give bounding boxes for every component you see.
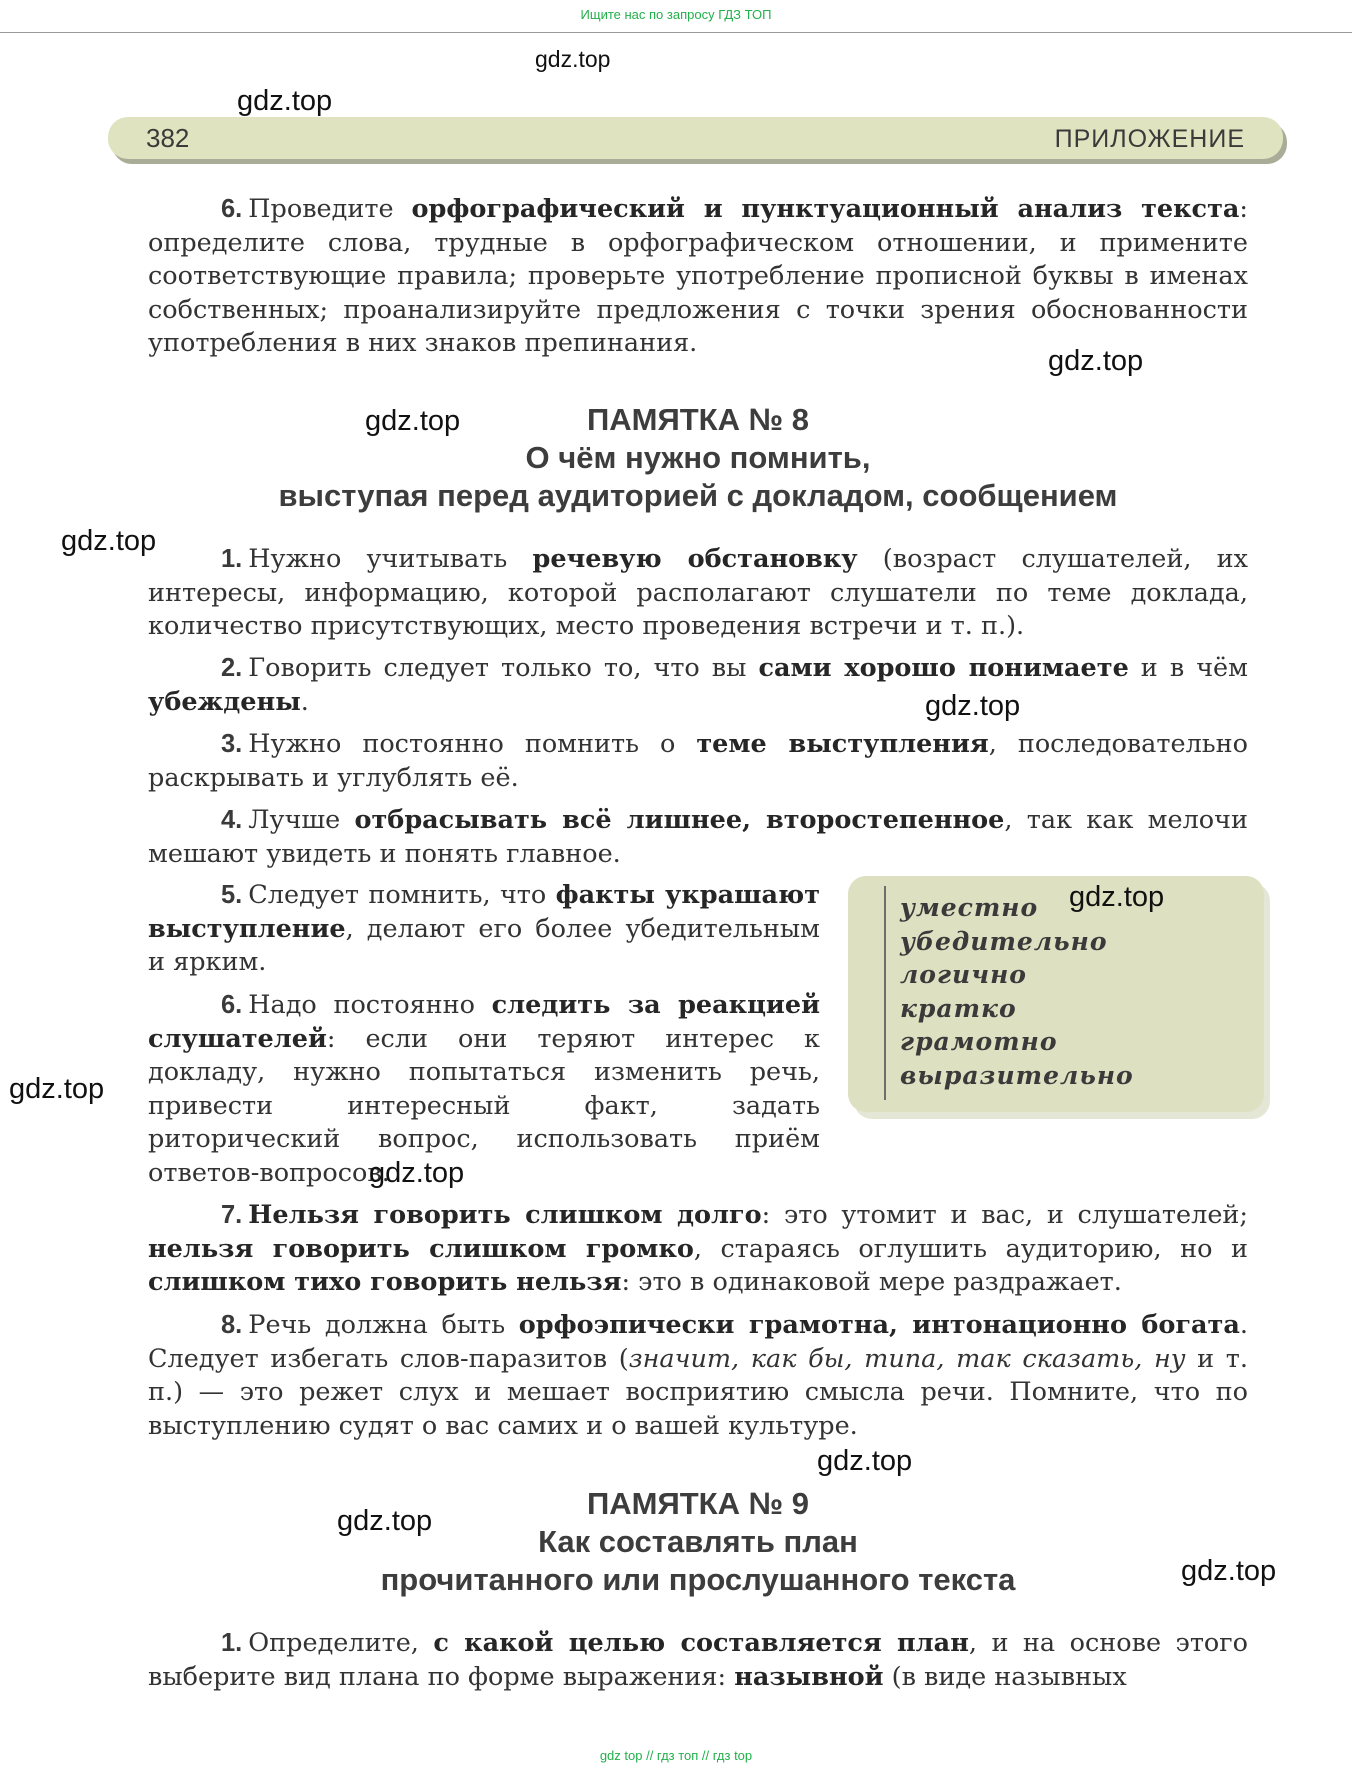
memo8-title: ПАМЯТКА № 8 [586, 402, 810, 437]
memo8-item-6: 6. Надо постоянно следить за реакцией слушателей: если они теряют интерес к докладу, нужно попытаться изменить речь, привести интересный факт, задать риторический вопрос, использовать приём ответов-вопросов. [148, 990, 820, 1188]
watermark: gdz.top [61, 525, 157, 557]
list-item: убедительно [900, 926, 1108, 956]
page-number: 382 [146, 123, 190, 153]
memo9-title: ПАМЯТКА № 9 [586, 1486, 810, 1521]
watermark: gdz.top [9, 1073, 105, 1105]
page-header [108, 117, 1283, 159]
watermark: gdz.top [535, 46, 611, 72]
list-item: кратко [900, 993, 1017, 1023]
list-item: грамотно [900, 1027, 1058, 1056]
watermark: gdz.top [925, 690, 1021, 722]
memo9-item-1: 1. Определите, с какой целью составляется план, и на основе этого выберите вид плана по форме выражения: назывной (в виде назывных [148, 1628, 1248, 1692]
memo8-item-1: 1. Нужно учитывать речевую обстановку (возраст слушателей, их интересы, информацию, которой располагают слушатели по теме доклада, количество присутствующих, место проведения встречи и т. п.). [148, 544, 1248, 641]
watermark: gdz.top [1069, 881, 1165, 913]
memo9-subtitle-line1: Как составлять план [538, 1524, 858, 1559]
memo8-item-5: 5. Следует помнить, что факты украшают выступление, делают его более убедительным и ярким. [148, 880, 820, 977]
list-item: уместно [900, 893, 1039, 922]
speech-qualities-list [900, 891, 1134, 1092]
list-item: логично [900, 960, 1027, 989]
memo8-subtitle-line2: выступая перед аудиторией с докладом, сообщением [278, 478, 1118, 513]
box-divider-line [884, 886, 886, 1100]
memo8-item-8: 8. Речь должна быть орфоэпически грамотна, интонационно богата. Следует избегать слов-паразитов (значит, как бы, типа, так сказать, ну и т. п.) — это режет слух и мешает восприятию смысла речи. Помните, что по выступлению судят о вас самих и о вашей культуре. [148, 1310, 1249, 1441]
memo9-subtitle-line2: прочитанного или прослушанного текста [380, 1562, 1016, 1597]
memo8-item-4: 4. Лучше отбрасывать всё лишнее, второстепенное, так как мелочи мешают увидеть и понять главное. [148, 805, 1248, 869]
watermark: gdz.top [365, 405, 461, 437]
speech-qualities-box [848, 876, 1264, 1112]
watermark: gdz.top [817, 1445, 913, 1477]
watermark: gdz.top [1048, 345, 1144, 377]
paragraph-item-6-intro: 6. Проведите орфографический и пунктуационный анализ текста: определите слова, трудные в орфографическом отношении, и примените соответствующие правила; проверьте употребление прописной буквы в именах собственных; проанализируйте предложения с точки зрения обоснованности употребления в них знаков препинания. [148, 194, 1248, 358]
memo8-subtitle-line1: О чём нужно помнить, [525, 440, 871, 475]
top-banner: Ищите нас по запросу ГДЗ ТОП [0, 0, 1352, 33]
bottom-banner: gdz top // гдз топ // гдз top [599, 1748, 753, 1763]
watermark: gdz.top [1181, 1555, 1277, 1587]
watermark: gdz.top [369, 1157, 465, 1189]
watermark: gdz.top [237, 85, 333, 117]
section-title: ПРИЛОЖЕНИЕ [1054, 125, 1245, 153]
memo8-item-2: 2. Говорить следует только то, что вы сами хорошо понимаете и в чём убеждены. [148, 653, 1248, 717]
memo8-item-7: 7. Нельзя говорить слишком долго: это утомит и вас, и слушателей; нельзя говорить слишком громко, стараясь оглушить аудиторию, но и слишком тихо говорить нельзя: это в одинаковой мере раздражает. [148, 1200, 1249, 1297]
memo8-item-3: 3. Нужно постоянно помнить о теме выступления, последовательно раскрывать и углублять её. [148, 729, 1248, 793]
list-item: выразительно [900, 1060, 1134, 1090]
watermark: gdz.top [337, 1505, 433, 1537]
